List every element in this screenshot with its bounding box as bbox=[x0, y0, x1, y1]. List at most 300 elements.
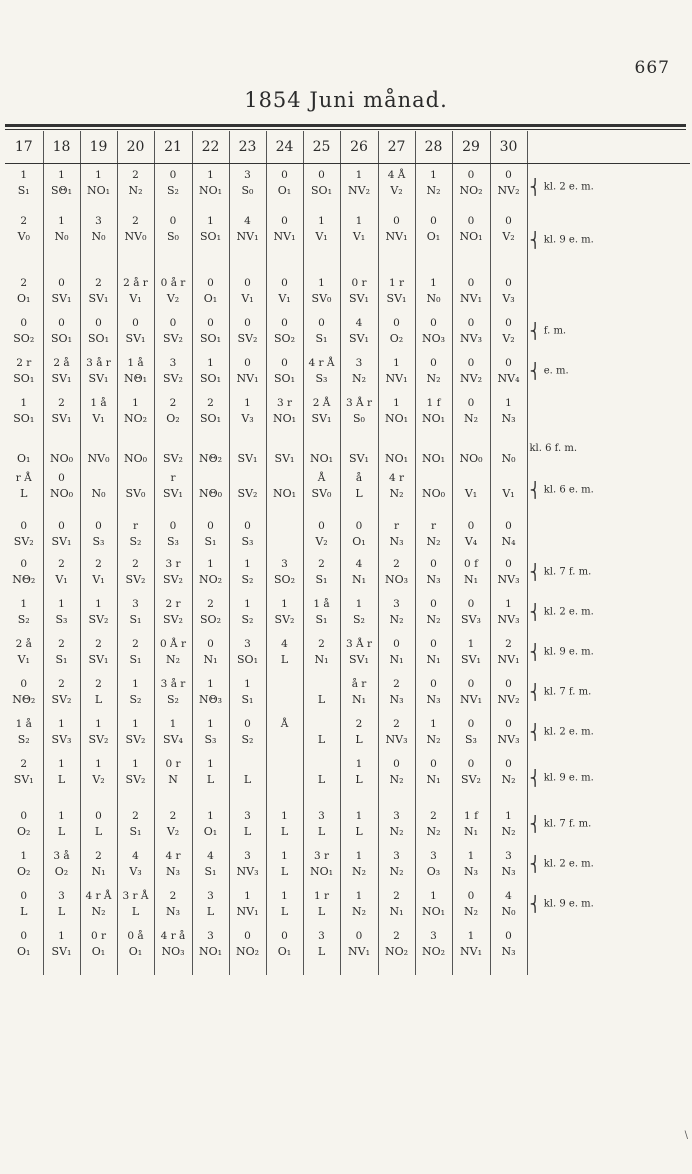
table-cell bbox=[490, 312, 527, 352]
table-cell bbox=[303, 885, 340, 925]
wind-value: S₃ bbox=[167, 534, 179, 548]
table-cell bbox=[192, 885, 229, 925]
table-cell bbox=[229, 553, 266, 593]
wind-value: O₁ bbox=[203, 291, 218, 305]
wind-value: SV₂ bbox=[163, 572, 183, 586]
cloud-rain-value: 0 bbox=[505, 557, 512, 570]
cloud-rain-value bbox=[230, 756, 266, 772]
cloud-rain-value: Å bbox=[317, 471, 326, 484]
table-cell bbox=[340, 432, 378, 467]
wind-value: NO₁ bbox=[272, 486, 297, 500]
cloud-rain-value: 1 bbox=[318, 276, 325, 289]
table-cell bbox=[117, 885, 154, 925]
table-cell bbox=[192, 352, 229, 392]
table-row bbox=[5, 673, 690, 713]
table-cell bbox=[303, 805, 340, 845]
cloud-rain-value: 1 bbox=[58, 757, 65, 770]
cloud-rain-value bbox=[267, 756, 303, 772]
cloud-rain-value bbox=[267, 470, 303, 486]
wind-value: SV₂ bbox=[125, 572, 146, 586]
table-cell bbox=[43, 673, 80, 713]
date-header-30: 30 bbox=[490, 131, 527, 164]
cloud-rain-value: 1 bbox=[20, 396, 28, 409]
cloud-rain-value: 2 bbox=[95, 677, 102, 690]
table-cell bbox=[266, 633, 303, 673]
table-cell bbox=[80, 633, 117, 673]
table-cell bbox=[415, 312, 452, 352]
wind-value: N₁ bbox=[351, 572, 367, 586]
table-cell bbox=[154, 553, 192, 593]
cloud-rain-value: 0 bbox=[281, 169, 288, 181]
table-cell bbox=[5, 673, 43, 713]
time-label-text: kl. 7 f. m. bbox=[543, 566, 592, 578]
wind-value bbox=[267, 772, 303, 788]
table-cell bbox=[80, 845, 117, 885]
cloud-rain-value: 1 f bbox=[426, 396, 441, 409]
wind-value: N₁ bbox=[426, 772, 441, 786]
wind-value: L bbox=[317, 944, 326, 958]
cloud-rain-value: r bbox=[132, 519, 139, 532]
table-cell bbox=[5, 210, 43, 272]
wind-value: SV₀ bbox=[125, 486, 146, 500]
cloud-rain-value: 1 bbox=[430, 717, 437, 730]
time-label-text: e. m. bbox=[543, 365, 569, 377]
table-cell bbox=[117, 164, 154, 210]
wind-value: V₃ bbox=[129, 864, 142, 878]
table-cell bbox=[490, 805, 527, 845]
table-row bbox=[5, 467, 690, 515]
wind-value: SO₂ bbox=[200, 612, 221, 626]
cloud-rain-value: 3 å r bbox=[86, 356, 111, 369]
wind-value: NO₂ bbox=[421, 944, 446, 958]
wind-value: SO₁ bbox=[88, 331, 109, 345]
table-cell bbox=[490, 467, 527, 515]
cloud-rain-value: 0 r bbox=[351, 276, 367, 289]
table-cell bbox=[415, 925, 452, 975]
cloud-rain-value: 1 bbox=[430, 276, 437, 289]
table-cell bbox=[415, 164, 452, 210]
table-row bbox=[5, 515, 690, 553]
cloud-rain-value: 0 bbox=[58, 471, 65, 484]
time-label bbox=[527, 805, 690, 845]
date-header-25: 25 bbox=[303, 131, 340, 164]
wind-value: NO₁ bbox=[272, 411, 297, 425]
cloud-rain-value: 0 bbox=[430, 597, 437, 610]
table-cell bbox=[154, 713, 192, 753]
cloud-rain-value bbox=[453, 470, 490, 486]
table-cell bbox=[80, 805, 117, 845]
cloud-rain-value: 1 bbox=[281, 597, 288, 610]
wind-value: NV₁ bbox=[460, 692, 482, 706]
cloud-rain-value: 0 bbox=[467, 396, 475, 409]
cloud-rain-value: 2 bbox=[132, 214, 139, 227]
wind-value: N₁ bbox=[389, 652, 404, 666]
wind-value: V₂ bbox=[502, 229, 515, 243]
cloud-rain-value: 2 bbox=[58, 396, 65, 409]
time-label-text: kl. 9 e. m. bbox=[543, 898, 594, 910]
table-cell bbox=[192, 392, 229, 432]
wind-value bbox=[267, 732, 303, 748]
cloud-rain-value: 3 bbox=[207, 889, 214, 902]
cloud-rain-value: 0 bbox=[467, 677, 475, 690]
cloud-rain-value: 1 bbox=[281, 849, 288, 862]
table-cell bbox=[229, 352, 266, 392]
wind-value: V₃ bbox=[502, 291, 515, 305]
wind-value: NV₃ bbox=[497, 612, 520, 626]
table-cell bbox=[5, 515, 43, 553]
cloud-rain-value: 0 bbox=[505, 929, 512, 942]
header-rule-thick bbox=[5, 124, 686, 127]
wind-value: S₀ bbox=[167, 229, 179, 243]
cloud-rain-value: 4 Å bbox=[387, 169, 406, 181]
cloud-rain-value bbox=[416, 470, 452, 486]
cloud-rain-value: 0 bbox=[244, 519, 251, 532]
table-cell bbox=[378, 885, 415, 925]
wind-value: SV₀ bbox=[311, 486, 332, 500]
cloud-rain-value: 0 bbox=[169, 169, 177, 181]
table-cell bbox=[340, 845, 378, 885]
wind-value: SO₁ bbox=[51, 331, 72, 345]
cloud-rain-value: 1 bbox=[58, 809, 65, 822]
cloud-rain-value: 0 bbox=[20, 519, 28, 532]
table-cell bbox=[452, 392, 490, 432]
table-row bbox=[5, 805, 690, 845]
table-cell bbox=[43, 515, 80, 553]
wind-value: SV₁ bbox=[51, 371, 72, 385]
table-cell bbox=[229, 515, 266, 553]
time-label bbox=[527, 352, 690, 392]
time-label bbox=[527, 673, 690, 713]
table-cell bbox=[80, 467, 117, 515]
cloud-rain-value bbox=[230, 435, 266, 451]
table-cell bbox=[229, 272, 266, 312]
cloud-rain-value: 1 bbox=[58, 717, 65, 730]
table-cell bbox=[378, 515, 415, 553]
wind-value: NO₁ bbox=[384, 451, 409, 465]
table-cell bbox=[154, 673, 192, 713]
wind-value: N₃ bbox=[389, 534, 404, 548]
cloud-rain-value: 0 bbox=[20, 316, 28, 329]
cloud-rain-value: 2 bbox=[393, 929, 400, 942]
wind-value: SV₁ bbox=[88, 652, 109, 666]
table-cell bbox=[340, 272, 378, 312]
cloud-rain-value: 1 bbox=[505, 597, 512, 610]
cloud-rain-value: 3 bbox=[169, 356, 177, 369]
wind-value: NV₁ bbox=[348, 944, 370, 958]
cloud-rain-value: 3 bbox=[430, 849, 437, 862]
table-cell bbox=[154, 753, 192, 805]
wind-value: SV₁ bbox=[51, 944, 72, 958]
wind-value: SV₁ bbox=[125, 331, 146, 345]
table-cell bbox=[490, 164, 527, 210]
cloud-rain-value: 0 bbox=[467, 757, 475, 770]
wind-value: N₁ bbox=[463, 572, 479, 586]
cloud-rain-value: 0 bbox=[467, 169, 475, 181]
cloud-rain-value: 2 bbox=[430, 809, 437, 822]
time-label-text: kl. 9 e. m. bbox=[543, 646, 594, 658]
cloud-rain-value: 0 bbox=[430, 557, 437, 570]
table-cell bbox=[192, 312, 229, 352]
wind-value: SV₁ bbox=[51, 291, 72, 305]
table-cell bbox=[415, 593, 452, 633]
cloud-rain-value: 0 bbox=[20, 677, 28, 690]
wind-value: SV₄ bbox=[163, 732, 183, 746]
table-cell bbox=[80, 885, 117, 925]
brace-mark: ⎨ bbox=[529, 855, 541, 874]
table-cell bbox=[154, 432, 192, 467]
table-cell bbox=[43, 312, 80, 352]
cloud-rain-value: 0 bbox=[467, 276, 475, 289]
brace-mark: ⎨ bbox=[529, 895, 541, 914]
cloud-rain-value: 4 r Å bbox=[308, 356, 335, 369]
cloud-rain-value: 0 bbox=[430, 757, 437, 770]
table-cell bbox=[154, 925, 192, 975]
cloud-rain-value: 0 bbox=[244, 316, 251, 329]
wind-value: N₄ bbox=[501, 534, 516, 548]
table-cell bbox=[490, 352, 527, 392]
cloud-rain-value: 3 bbox=[95, 214, 102, 227]
table-row bbox=[5, 713, 690, 753]
cloud-rain-value: 1 bbox=[244, 597, 251, 610]
cloud-rain-value: 2 bbox=[393, 889, 400, 902]
table-cell bbox=[490, 593, 527, 633]
table-row bbox=[5, 432, 690, 467]
cloud-rain-value: 3 å bbox=[53, 849, 70, 862]
table-cell bbox=[415, 392, 452, 432]
table-cell bbox=[303, 352, 340, 392]
table-cell bbox=[303, 467, 340, 515]
cloud-rain-value: 2 bbox=[95, 637, 102, 650]
wind-value: L bbox=[206, 904, 215, 918]
time-label-text: kl. 7 f. m. bbox=[543, 818, 592, 830]
wind-value: NV₁ bbox=[236, 904, 259, 918]
page-number: 667 bbox=[634, 58, 670, 78]
brace-mark: ⎨ bbox=[529, 723, 541, 742]
cloud-rain-value: 2 bbox=[20, 276, 28, 289]
wind-value: NO₃ bbox=[421, 331, 446, 345]
cloud-rain-value: 0 bbox=[318, 519, 325, 532]
wind-value: N₂ bbox=[501, 772, 516, 786]
cloud-rain-value: 1 bbox=[281, 889, 288, 902]
wind-value: L bbox=[20, 904, 28, 918]
wind-value: N₀ bbox=[426, 291, 441, 305]
table-cell bbox=[415, 515, 452, 553]
cloud-rain-value: 0 bbox=[132, 316, 139, 329]
cloud-rain-value bbox=[304, 716, 340, 732]
wind-value: SV₁ bbox=[88, 371, 109, 385]
table-cell bbox=[378, 633, 415, 673]
table-cell bbox=[43, 633, 80, 673]
cloud-rain-value: 2 bbox=[58, 677, 65, 690]
wind-value: SO₂ bbox=[13, 331, 35, 345]
brace-mark: ⎨ bbox=[529, 643, 541, 662]
time-label bbox=[527, 845, 690, 885]
wind-value: S₂ bbox=[129, 692, 142, 706]
table-cell bbox=[117, 352, 154, 392]
wind-value: N₀ bbox=[91, 229, 106, 243]
table-cell bbox=[340, 392, 378, 432]
table-cell bbox=[229, 312, 266, 352]
cloud-rain-value: 1 bbox=[430, 889, 437, 902]
wind-value: NO₀ bbox=[123, 451, 148, 465]
cloud-rain-value: 1 bbox=[132, 396, 139, 409]
date-header-row bbox=[5, 131, 690, 164]
table-cell bbox=[192, 467, 229, 515]
cloud-rain-value: 2 bbox=[20, 214, 28, 227]
table-cell bbox=[117, 925, 154, 975]
cloud-rain-value bbox=[44, 435, 80, 451]
wind-value: SO₁ bbox=[237, 652, 258, 666]
cloud-rain-value: 0 bbox=[393, 757, 400, 770]
table-cell bbox=[266, 392, 303, 432]
wind-value: NV₁ bbox=[273, 229, 296, 243]
table-cell bbox=[303, 312, 340, 352]
wind-value: V₄ bbox=[464, 534, 478, 548]
table-cell bbox=[117, 272, 154, 312]
cloud-rain-value: 2 bbox=[393, 677, 400, 690]
table-cell bbox=[80, 272, 117, 312]
wind-value: O₂ bbox=[17, 864, 31, 878]
cloud-rain-value: 0 bbox=[467, 717, 475, 730]
wind-value: S₂ bbox=[167, 184, 179, 197]
wind-value: NV₁ bbox=[385, 371, 408, 385]
brace-mark: ⎨ bbox=[529, 231, 541, 250]
cloud-rain-value: 4 bbox=[207, 849, 214, 862]
table-row bbox=[5, 925, 690, 975]
wind-value: S₀ bbox=[241, 184, 254, 197]
table-cell bbox=[490, 925, 527, 975]
wind-value: SV₂ bbox=[13, 534, 34, 548]
table-cell bbox=[266, 467, 303, 515]
wind-value: SV₂ bbox=[51, 692, 72, 706]
cloud-rain-value: 3 bbox=[244, 809, 251, 822]
wind-value: NV₁ bbox=[385, 229, 408, 243]
table-cell bbox=[117, 713, 154, 753]
table-cell bbox=[80, 713, 117, 753]
table-cell bbox=[154, 352, 192, 392]
table-cell bbox=[266, 753, 303, 805]
table-cell bbox=[490, 673, 527, 713]
table-cell bbox=[490, 713, 527, 753]
cloud-rain-value: 0 bbox=[393, 637, 400, 650]
cloud-rain-value bbox=[304, 676, 340, 692]
cloud-rain-value bbox=[5, 435, 43, 451]
cloud-rain-value: 2 bbox=[207, 597, 214, 610]
wind-value: N₃ bbox=[426, 572, 441, 586]
table-cell bbox=[303, 753, 340, 805]
cloud-rain-value: 2 bbox=[318, 637, 325, 650]
cloud-rain-value: 1 bbox=[95, 757, 102, 770]
wind-value: SV₁ bbox=[349, 652, 369, 666]
cloud-rain-value bbox=[267, 676, 303, 692]
wind-value: L bbox=[355, 772, 363, 786]
cloud-rain-value: 4 bbox=[505, 889, 512, 902]
wind-value: L bbox=[94, 692, 103, 706]
wind-value: L bbox=[355, 486, 363, 500]
wind-value: S₃ bbox=[241, 534, 254, 548]
table-cell bbox=[43, 805, 80, 845]
table-cell bbox=[154, 312, 192, 352]
wind-value: O₁ bbox=[91, 944, 106, 958]
wind-value: N₂ bbox=[426, 534, 441, 548]
wind-value: NO₂ bbox=[384, 944, 409, 958]
table-cell bbox=[5, 885, 43, 925]
cloud-rain-value: 0 bbox=[281, 316, 288, 329]
wind-value: S₂ bbox=[167, 692, 179, 706]
wind-value: O₂ bbox=[389, 331, 404, 345]
table-cell bbox=[192, 164, 229, 210]
wind-value bbox=[267, 534, 303, 550]
cloud-rain-value: 1 bbox=[207, 757, 214, 770]
cloud-rain-value bbox=[341, 435, 378, 451]
wind-value: SV₂ bbox=[274, 612, 295, 626]
cloud-rain-value: 1 bbox=[355, 597, 363, 610]
wind-value: NV₁ bbox=[460, 944, 482, 958]
cloud-rain-value: 1 bbox=[207, 356, 214, 369]
cloud-rain-value bbox=[193, 470, 229, 486]
date-header-18: 18 bbox=[43, 131, 80, 164]
wind-value: N₂ bbox=[389, 486, 404, 500]
table-cell bbox=[415, 673, 452, 713]
table-cell bbox=[80, 593, 117, 633]
wind-value: O₁ bbox=[203, 824, 218, 838]
table-cell bbox=[5, 312, 43, 352]
cloud-rain-value: 3 bbox=[244, 169, 251, 181]
wind-value: SV₁ bbox=[274, 451, 295, 465]
wind-value: S₂ bbox=[17, 732, 30, 746]
wind-value: N₃ bbox=[426, 692, 441, 706]
wind-value: S₂ bbox=[241, 732, 254, 746]
cloud-rain-value: 0 bbox=[95, 316, 102, 329]
table-cell bbox=[415, 713, 452, 753]
wind-value: SV₂ bbox=[125, 772, 146, 786]
cloud-rain-value: 1 bbox=[207, 214, 214, 227]
table-cell bbox=[43, 925, 80, 975]
wind-value: SV₀ bbox=[311, 291, 332, 305]
cloud-rain-value: 3 bbox=[207, 929, 214, 942]
table-cell bbox=[266, 553, 303, 593]
table-cell bbox=[340, 925, 378, 975]
wind-value: L bbox=[131, 904, 140, 918]
cloud-rain-value: 3 bbox=[393, 809, 400, 822]
wind-value: NV₂ bbox=[497, 184, 520, 197]
wind-value: L bbox=[280, 824, 289, 838]
wind-value: NΘ₂ bbox=[12, 692, 36, 706]
cloud-rain-value: 1 bbox=[244, 396, 251, 409]
table-cell bbox=[192, 432, 229, 467]
wind-value: S₂ bbox=[241, 572, 254, 586]
table-row bbox=[5, 753, 690, 805]
wind-value: NV₃ bbox=[497, 732, 520, 746]
cloud-rain-value bbox=[304, 756, 340, 772]
table-cell bbox=[154, 593, 192, 633]
cloud-rain-value: 3 bbox=[355, 356, 363, 369]
wind-value: N₂ bbox=[426, 732, 441, 746]
table-cell bbox=[5, 633, 43, 673]
cloud-rain-value: 3 bbox=[393, 597, 400, 610]
table-cell bbox=[303, 392, 340, 432]
cloud-rain-value bbox=[193, 435, 229, 451]
wind-value: L bbox=[317, 732, 326, 746]
table-cell bbox=[452, 593, 490, 633]
table-cell bbox=[229, 845, 266, 885]
cloud-rain-value: 1 bbox=[207, 677, 214, 690]
cloud-rain-value: 1 bbox=[58, 169, 65, 181]
cloud-rain-value: 4 bbox=[132, 849, 139, 862]
wind-value: NO₁ bbox=[384, 411, 409, 425]
wind-value: N₁ bbox=[91, 864, 106, 878]
cloud-rain-value bbox=[155, 435, 192, 451]
